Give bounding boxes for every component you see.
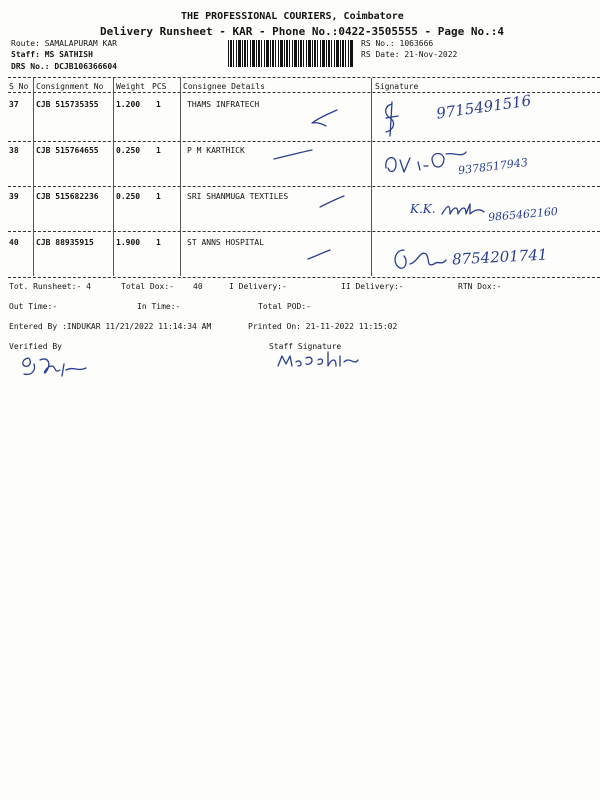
row-pcs: 1 — [156, 238, 161, 247]
row-weight: 1.200 — [116, 100, 141, 109]
delivery-tick-mark — [318, 194, 346, 210]
recipient-phone-handwritten: 9715491516 — [435, 91, 533, 123]
row-rule — [8, 186, 600, 187]
row-consignment: CJB 515764655 — [36, 146, 99, 155]
total-pod: Total POD:- — [258, 302, 311, 311]
drs-number: DRS No.: DCJB106366604 — [11, 62, 117, 71]
recipient-phone-handwritten: 9865462160 — [487, 204, 559, 225]
column-divider — [180, 78, 181, 276]
row-weight: 1.900 — [116, 238, 141, 247]
ii-delivery: II Delivery:- — [341, 282, 404, 291]
column-divider — [33, 78, 34, 276]
row-consignment: CJB 515682236 — [36, 192, 99, 201]
recipient-signature-mark — [390, 246, 450, 276]
total-runsheet: Tot. Runsheet:- 4 — [9, 282, 91, 291]
header-signature: Signature — [375, 82, 419, 91]
i-delivery: I Delivery:- — [229, 282, 287, 291]
route: Route: SAMALAPURAM KAR — [11, 39, 117, 48]
row-sno: 40 — [9, 238, 19, 247]
staff-signature-mark — [276, 348, 362, 372]
row-consignment: CJB 88935915 — [36, 238, 94, 247]
delivery-tick-mark — [272, 148, 314, 162]
rs-date: RS Date: 21-Nov-2022 — [361, 50, 458, 59]
staff-signature-label: Staff Signature — [269, 342, 342, 351]
recipient-signature-mark — [440, 200, 486, 218]
row-weight: 0.250 — [116, 146, 141, 155]
verified-by-label: Verified By — [9, 342, 62, 351]
recipient-phone-handwritten: 8754201741 — [451, 245, 548, 269]
delivery-tick-mark — [310, 108, 340, 128]
company-name: THE PROFESSIONAL COURIERS, Coimbatore — [181, 11, 404, 22]
row-rule — [8, 277, 600, 278]
in-time: In Time:- — [137, 302, 181, 311]
row-weight: 0.250 — [116, 192, 141, 201]
barcode — [228, 40, 354, 67]
row-pcs: 1 — [156, 192, 161, 201]
row-consignee: P M KARTHICK — [187, 146, 245, 155]
row-consignee: THAMS INFRATECH — [187, 100, 260, 109]
rtn-dox: RTN Dox:- — [458, 282, 502, 291]
row-rule — [8, 141, 600, 142]
printed-on: Printed On: 21-11-2022 11:15:02 — [248, 322, 398, 331]
table-header-rule — [8, 92, 600, 93]
header-weight: Weight — [116, 82, 145, 91]
row-rule — [8, 231, 600, 232]
row-pcs: 1 — [156, 146, 161, 155]
total-dox-label: Total Dox:- — [121, 282, 174, 291]
column-divider — [371, 78, 372, 276]
column-divider — [113, 78, 114, 276]
runsheet-title: Delivery Runsheet - KAR - Phone No.:0422-3505555 - Page No.:4 — [100, 25, 504, 38]
header-consignment: Consignment No — [36, 82, 104, 91]
header-sno: S No — [9, 82, 29, 91]
verifier-signature — [18, 354, 90, 386]
header-consignee: Consignee Details — [183, 82, 265, 91]
delivery-tick-mark — [306, 248, 332, 262]
row-pcs: 1 — [156, 100, 161, 109]
recipient-signature-mark — [378, 100, 408, 140]
recipient-phone-handwritten: 9378517943 — [457, 155, 529, 178]
row-consignment: CJB 515735355 — [36, 100, 99, 109]
total-dox-value: 40 — [193, 282, 203, 291]
out-time: Out Time:- — [9, 302, 58, 311]
header-pcs: PCS — [152, 82, 167, 91]
row-sno: 39 — [9, 192, 19, 201]
row-sno: 37 — [9, 100, 19, 109]
row-consignee: ST ANNS HOSPITAL — [187, 238, 265, 247]
row-consignee: SRI SHANMUGA TEXTILES — [187, 192, 289, 201]
recipient-initials-handwritten: K.K. — [410, 202, 436, 216]
table-top-rule — [8, 77, 600, 78]
entered-by: Entered By :INDUKAR 11/21/2022 11:14:34 AM — [9, 322, 212, 331]
staff: Staff: MS SATHISH — [11, 50, 93, 59]
row-sno: 38 — [9, 146, 19, 155]
rs-number: RS No.: 1063666 — [361, 39, 434, 48]
